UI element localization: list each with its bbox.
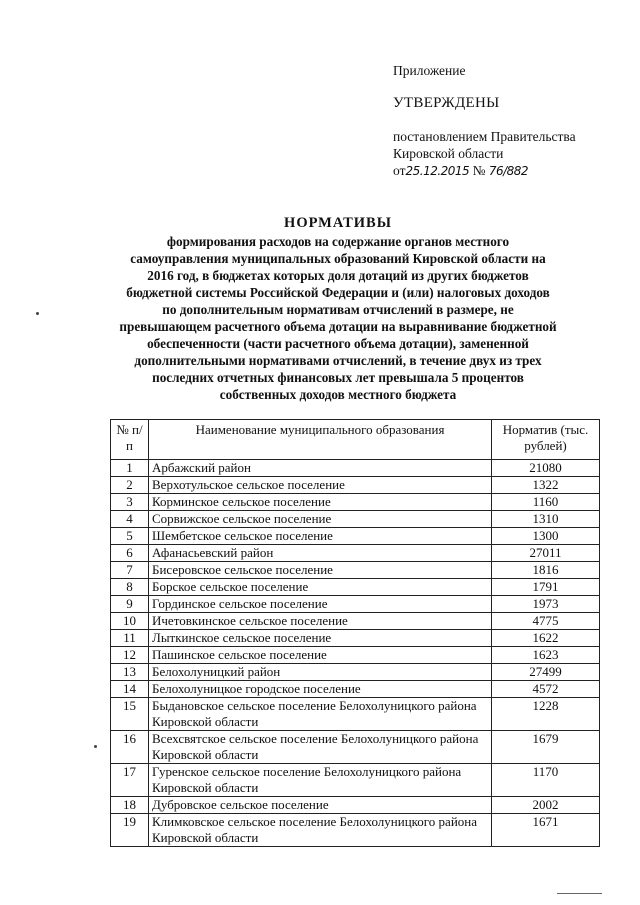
row-num: 17	[111, 764, 149, 797]
table-row	[111, 698, 600, 731]
row-name: Афанасьевский район	[149, 545, 492, 562]
header-name: Наименование муниципального образования	[149, 420, 492, 460]
row-name: Белохолуницкое городское поселение	[149, 681, 492, 698]
decree-line-1: постановлением Правительства	[393, 129, 576, 144]
row-num: 15	[111, 698, 149, 731]
table-row	[111, 797, 600, 814]
decree-line-2: Кировской области	[393, 146, 504, 161]
row-num: 19	[111, 814, 149, 847]
header-num: № п/п	[111, 420, 149, 460]
approved-label: УТВЕРЖДЕНЫ	[393, 95, 500, 111]
table-row	[111, 477, 600, 494]
row-value: 4775	[492, 613, 600, 630]
row-name: Гуренское сельское поселение Белохолуницкого района Кировской области	[149, 764, 492, 797]
table-row	[111, 494, 600, 511]
row-name: Корминское сельское поселение	[149, 494, 492, 511]
row-num: 14	[111, 681, 149, 698]
row-name: Шембетское сельское поселение	[149, 528, 492, 545]
table-row	[111, 764, 600, 797]
row-value: 4572	[492, 681, 600, 698]
document-title: НОРМАТИВЫ	[284, 215, 392, 231]
row-value: 1623	[492, 647, 600, 664]
approval-block	[393, 62, 633, 180]
row-name: Ичетовкинское сельское поселение	[149, 613, 492, 630]
row-value: 27499	[492, 664, 600, 681]
row-name: Всехсвятское сельское поселение Белохолуницкого района Кировской области	[149, 731, 492, 764]
row-name: Климковское сельское поселение Белохолуницкого района Кировской области	[149, 814, 492, 847]
header-value: Норматив (тыс. рублей)	[492, 420, 600, 460]
table-row	[111, 613, 600, 630]
row-name: Гординское сельское поселение	[149, 596, 492, 613]
decree-number: 76/882	[488, 164, 529, 178]
row-value: 1816	[492, 562, 600, 579]
scan-speck	[36, 312, 39, 315]
table-row	[111, 630, 600, 647]
scan-speck	[94, 745, 97, 748]
table-row	[111, 545, 600, 562]
attachment-label: Приложение	[393, 63, 466, 78]
row-num: 16	[111, 731, 149, 764]
table-row	[111, 731, 600, 764]
row-value: 1170	[492, 764, 600, 797]
table-row	[111, 596, 600, 613]
row-value: 1622	[492, 630, 600, 647]
row-num: 10	[111, 613, 149, 630]
table-row	[111, 460, 600, 477]
decree-date-line	[393, 162, 633, 180]
row-name: Дубровское сельское поселение	[149, 797, 492, 814]
row-name: Лыткинское сельское поселение	[149, 630, 492, 647]
table-header-row	[111, 420, 600, 460]
row-num: 1	[111, 460, 149, 477]
row-value: 1228	[492, 698, 600, 731]
date-prefix: от	[393, 163, 406, 178]
row-name: Пашинское сельское поселение	[149, 647, 492, 664]
document-subtitle: формирования расходов на содержание органов местного самоуправления муниципальных образований Кировской области на 2016 год, в бюджетах которых доля дотаций из других бюджетов бюджетной системы Российской Федерации и (или) налоговых доходов по дополнительным нормативам отчислений в размере, не превышающем расчетного объема дотации на выравнивание бюджетной обеспеченности (части расчетного объема дотации), замененной дополнительными нормативами отчислений, в течение двух из трех последних отчетных финансовых лет превышала 5 процентов собственных доходов местного бюджета	[119, 234, 557, 402]
row-num: 2	[111, 477, 149, 494]
table-row	[111, 681, 600, 698]
row-name: Быдановское сельское поселение Белохолуницкого района Кировской области	[149, 698, 492, 731]
row-value: 1300	[492, 528, 600, 545]
row-num: 5	[111, 528, 149, 545]
decree-date: 25.12.2015	[405, 164, 470, 178]
row-value: 21080	[492, 460, 600, 477]
row-num: 3	[111, 494, 149, 511]
row-num: 4	[111, 511, 149, 528]
row-value: 1791	[492, 579, 600, 596]
table-row	[111, 814, 600, 847]
row-value: 1322	[492, 477, 600, 494]
row-name: Верхотульское сельское поселение	[149, 477, 492, 494]
table-row	[111, 511, 600, 528]
row-value: 2002	[492, 797, 600, 814]
row-value: 1671	[492, 814, 600, 847]
table-row	[111, 664, 600, 681]
row-num: 6	[111, 545, 149, 562]
row-num: 11	[111, 630, 149, 647]
row-name: Арбажский район	[149, 460, 492, 477]
row-name: Бисеровское сельское поселение	[149, 562, 492, 579]
table-body	[111, 460, 600, 847]
row-name: Борское сельское поселение	[149, 579, 492, 596]
row-num: 18	[111, 797, 149, 814]
table-row	[111, 579, 600, 596]
norms-table	[110, 419, 600, 847]
row-value: 1973	[492, 596, 600, 613]
row-num: 13	[111, 664, 149, 681]
row-num: 8	[111, 579, 149, 596]
number-prefix: №	[472, 163, 486, 178]
row-num: 7	[111, 562, 149, 579]
row-num: 9	[111, 596, 149, 613]
table-row	[111, 528, 600, 545]
row-value: 1310	[492, 511, 600, 528]
table-row	[111, 562, 600, 579]
document-heading	[118, 215, 558, 403]
row-value: 1679	[492, 731, 600, 764]
row-name: Сорвижское сельское поселение	[149, 511, 492, 528]
row-value: 27011	[492, 545, 600, 562]
row-num: 12	[111, 647, 149, 664]
row-value: 1160	[492, 494, 600, 511]
row-name: Белохолуницкий район	[149, 664, 492, 681]
table-row	[111, 647, 600, 664]
footer-line	[557, 893, 602, 894]
